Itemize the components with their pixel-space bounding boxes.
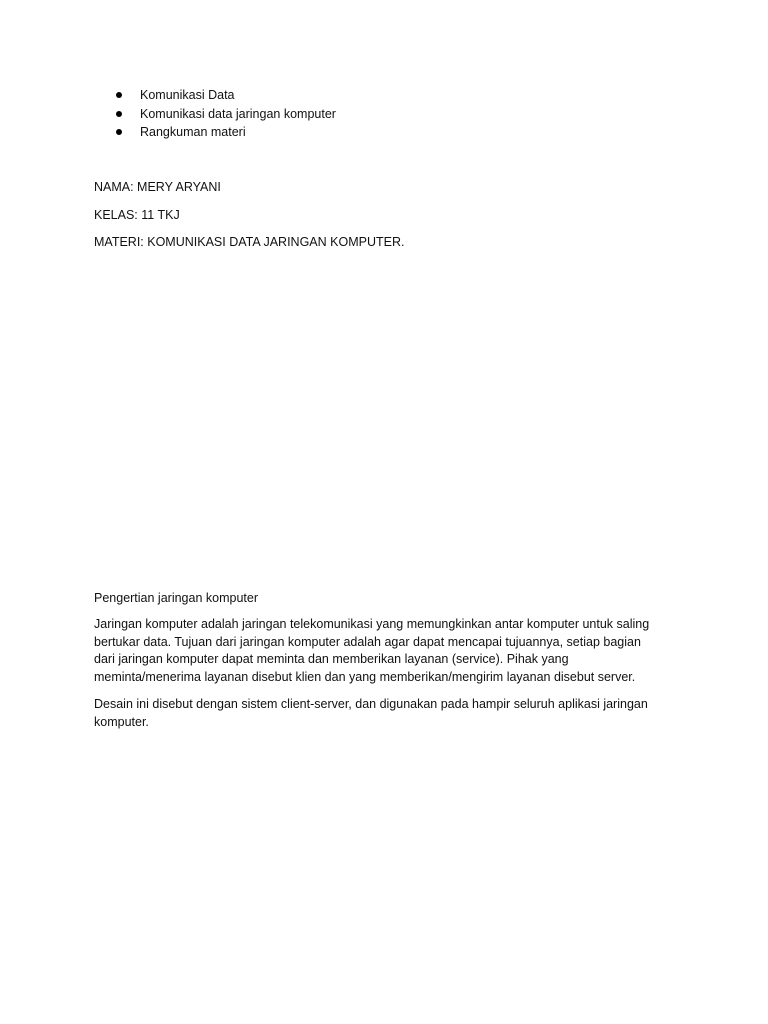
paragraph-design	[94, 696, 694, 731]
material-topic: MATERI: KOMUNIKASI DATA JARINGAN KOMPUTER.	[94, 235, 405, 249]
paragraph-line: komputer.	[94, 714, 149, 729]
student-name: NAMA: MERY ARYANI	[94, 180, 221, 194]
list-item	[94, 123, 336, 142]
topic-bullet-list	[94, 86, 336, 142]
list-item-label: Komunikasi Data	[140, 88, 235, 102]
paragraph-line: meminta/menerima layanan disebut klien dan yang memberikan/mengirim layanan disebut server.	[94, 669, 636, 684]
student-class: KELAS: 11 TKJ	[94, 208, 180, 222]
paragraph-line: dari jaringan komputer dapat meminta dan memberikan layanan (service). Pihak yang	[94, 652, 569, 667]
bullet-icon	[116, 111, 122, 117]
bullet-icon	[116, 92, 122, 98]
list-item-label: Rangkuman materi	[140, 125, 246, 139]
list-item-label: Komunikasi data jaringan komputer	[140, 106, 336, 121]
section-heading: Pengertian jaringan komputer	[94, 591, 258, 605]
list-item	[94, 105, 336, 124]
bullet-icon	[116, 129, 122, 135]
list-item	[94, 86, 336, 105]
paragraph-line: Jaringan komputer adalah jaringan telekomunikasi yang memungkinkan antar komputer untuk saling	[94, 617, 650, 631]
paragraph-line: Desain ini disebut dengan sistem client-server, dan digunakan pada hampir seluruh aplikasi jaringan	[94, 697, 648, 711]
paragraph-line: bertukar data. Tujuan dari jaringan komputer adalah agar dapat mencapai tujuannya, setiap bagian	[94, 634, 641, 649]
paragraph-definition	[94, 616, 694, 686]
